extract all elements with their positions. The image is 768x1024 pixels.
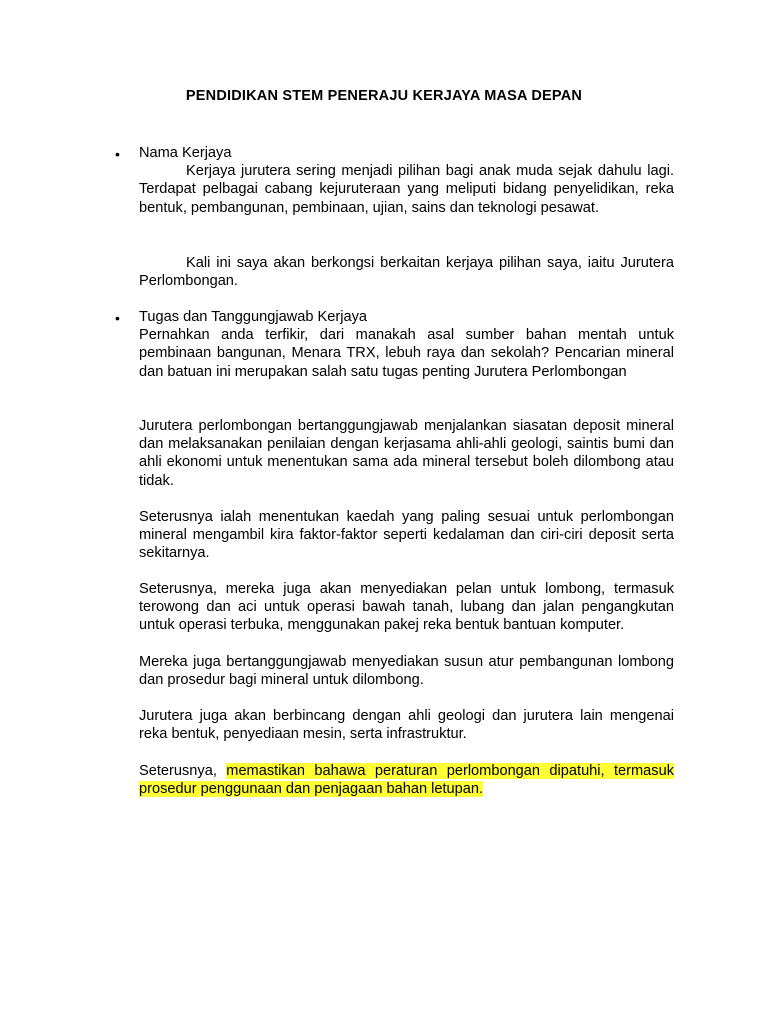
bullet-marker: • [115,310,120,326]
paragraph: Pernahkan anda terfikir, dari manakah asal sumber bahan mentah untuk pembinaan bangunan, Menara TRX, lebuh raya dan sekolah? Pencarian mineral dan batuan ini merupakan salah satu tugas penting Jurutera Perlombongan [139,327,674,380]
paragraph: Jurutera perlombongan bertanggungjawab menjalankan siasatan deposit mineral dan melaksanakan penilaian dengan kerjasama ahli-ahli geologi, saintis bumi dan ahli ekonomi untuk menentukan sama ada mineral tersebut boleh dilombong atau tidak. [139,418,674,489]
document-title: PENDIDIKAN STEM PENERAJU KERJAYA MASA DEPAN [185,88,583,104]
section-nama-kerjaya [139,144,674,217]
section-heading: Nama Kerjaya [139,145,232,161]
final-lead: Seterusnya, [139,763,227,779]
section-heading: Tugas dan Tanggungjawab Kerjaya [139,309,367,325]
paragraph: Kali ini saya akan berkongsi berkaitan kerjaya pilihan saya, iaitu Jurutera Perlombongan. [139,255,674,290]
paragraph: Seterusnya ialah menentukan kaedah yang paling sesuai untuk perlombongan mineral mengambil kira faktor-faktor seperti kedalaman dan ciri-ciri deposit serta sekitarnya. [139,509,674,562]
section-tugas [139,308,674,381]
paragraph: Kerjaya jurutera sering menjadi pilihan bagi anak muda sejak dahulu lagi. Terdapat pelbagai cabang kejuruteraan yang meliputi bidang penyelidikan, reka bentuk, pembangunan, pembinaan, ujian, sains dan teknologi pesawat. [139,163,674,216]
paragraph-final [139,762,674,798]
bullet-marker: • [115,146,120,162]
highlighted-text: memastikan bahawa peraturan perlombongan dipatuhi, termasuk prosedur penggunaan dan penjagaan bahan letupan. [139,763,675,798]
paragraph: Seterusnya, mereka juga akan menyediakan pelan untuk lombong, termasuk terowong dan aci untuk operasi bawah tanah, lubang dan jalan pengangkutan untuk operasi terbuka, menggunakan pakej reka bentuk bantuan komputer. [139,581,674,634]
paragraph: Mereka juga bertanggungjawab menyediakan susun atur pembangunan lombong dan prosedur bagi mineral untuk dilombong. [139,654,674,689]
paragraph: Jurutera juga akan berbincang dengan ahli geologi dan jurutera lain mengenai reka bentuk, penyediaan mesin, serta infrastruktur. [139,708,674,743]
